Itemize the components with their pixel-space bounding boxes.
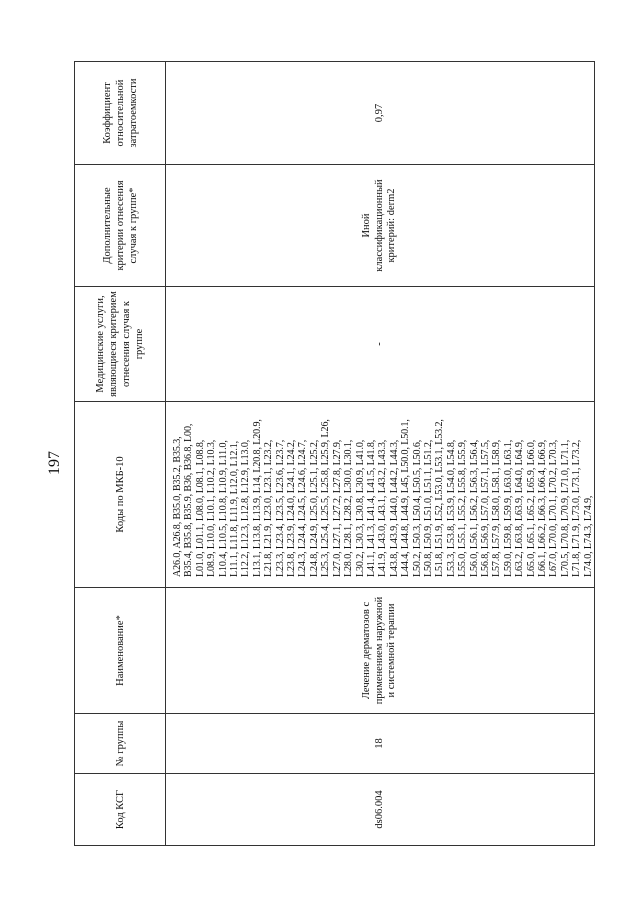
icd-code-line: L23.3, L23.4, L23.5, L23.6, L23.7, <box>274 439 286 577</box>
icd-code-line: A26.0, A26.8, B35.0, B35.2, B35.3, <box>172 436 183 577</box>
icd-code-line: L28.0, L28.1, L28.2, L30.0, L30.1, <box>343 439 355 577</box>
icd-code-line: L30.2, L30.3, L30.8, L30.9, L41.0, <box>354 439 366 577</box>
icd-code-line: L44.4, L44.8, L44.9, L45, L50.0, L50.1, <box>400 419 412 577</box>
cell-group-number: 18 <box>166 714 595 774</box>
cell-icd-codes <box>166 402 595 588</box>
icd-code-line: L43.8, L43.9, L44.0, L44.2, L44.3, <box>388 439 400 577</box>
icd-code-line: L56.8, L56.9, L57.0, L57.1, L57.5, <box>479 439 491 577</box>
icd-code-line: L66.1, L66.2, L66.3, L66.4, L66.9, <box>537 439 548 577</box>
icd-code-line: L41.9, L43.0, L43.1, L43.2, L43.3, <box>377 439 389 577</box>
header-row <box>75 62 166 846</box>
header-extra-criteria: Дополнительные критерии отнесения случая к группе* <box>75 165 166 287</box>
icd-code-line: L23.8, L23.9, L24.0, L24.1, L24.2, <box>286 439 298 577</box>
cell-medical-services: - <box>166 287 595 402</box>
icd-code-line: L70.5, L70.8, L70.9, L71.0, L71.1, <box>559 439 571 577</box>
icd-code-line: L74.0, L74.3, L74.9, <box>582 495 594 577</box>
icd-code-line: L53.3, L53.8, L53.9, L54.0, L54.8, <box>445 439 457 577</box>
icd-code-line: L50.2, L50.3, L50.4, L50.5, L50.6, <box>411 439 423 577</box>
icd-code-line: L21.8, L21.9, L23.0, L23.1, L23.2, <box>263 439 275 577</box>
cell-code: ds06.004 <box>166 774 595 846</box>
icd-code-line: L41.1, L41.3, L41.4, L41.5, L41.8, <box>365 439 377 577</box>
header-icd-codes: Коды по МКБ-10 <box>75 402 166 588</box>
icd-code-line: L08.9, L10.0, L10.1, L10.2, L10.3, <box>206 439 218 577</box>
cell-name: Лечение дерматозов с применением наружной и системной терапии <box>166 588 595 714</box>
cell-coefficient: 0,97 <box>166 62 595 165</box>
icd-code-line: L10.4, L10.5, L10.8, L10.9, L11.0, <box>217 440 229 577</box>
icd-code-line: B35.4, B35.8, B35.9, B36, B36.8, L00, <box>183 423 195 577</box>
cell-extra-criteria: Иной классификационный критерий: derm2 <box>166 165 595 287</box>
icd-code-line: L71.8, L71.9, L73.0, L73.1, L73.2, <box>571 439 583 577</box>
icd-code-line: L13.1, L13.8, L13.9, L14, L20.8, L20.9, <box>251 419 263 577</box>
header-name: Наименование* <box>75 588 166 714</box>
icd-code-line: L50.8, L50.9, L51.0, L51.1, L51.2, <box>422 439 434 577</box>
icd-code-line: L24.8, L24.9, L25.0, L25.1, L25.2, <box>308 439 320 577</box>
ksg-table-container <box>74 62 594 846</box>
header-code: Код КСГ <box>75 774 166 846</box>
icd-code-line: L56.0, L56.1, L56.2, L56.3, L56.4, <box>468 439 480 577</box>
icd-code-line: L59.0, L59.8, L59.9, L63.0, L63.1, <box>502 439 514 577</box>
ksg-table <box>74 61 595 846</box>
icd-code-line: L11.1, L11.8, L11.9, L12.0, L12.1, <box>229 440 241 577</box>
header-group-number: № группы <box>75 714 166 774</box>
header-coefficient: Коэффициент относительной затратоемкости <box>75 62 166 165</box>
icd-code-line: L57.8, L57.9, L58.0, L58.1, L58.9, <box>491 439 503 577</box>
icd-code-line: L01.0, L01.1, L08.0, L08.1, L08.8, <box>194 439 206 577</box>
icd-code-line: L67.0, L70.0, L70.1, L70.2, L70.3, <box>548 439 560 577</box>
table-row <box>166 62 595 846</box>
icd-code-line: L27.0, L27.1, L27.2, L27.8, L27.9, <box>331 439 343 577</box>
icd-code-line: L51.8, L51.9, L52, L53.0, L53.1, L53.2, <box>434 419 446 577</box>
icd-code-line: L63.2, L63.8, L63.9, L64.0, L64.9, <box>514 439 526 577</box>
icd-code-line: L25.3, L25.4, L25.5, L25.8, L25.9, L26, <box>320 419 332 577</box>
icd-code-line: L24.3, L24.4, L24.5, L24.6, L24.7, <box>297 439 309 577</box>
header-medical-services: Медицинские услуги, являющиеся критерием отнесения случая к группе <box>75 287 166 402</box>
icd-code-line: L12.2, L12.3, L12.8, L12.9, L13.0, <box>240 439 252 577</box>
icd-code-line: L55.0, L55.1, L55.2, L55.8, L55.9, <box>457 439 469 577</box>
icd-code-line: L65.0, L65.1, L65.2, L65.9, L66.0, <box>525 439 537 577</box>
page-number: 197 <box>46 451 63 475</box>
